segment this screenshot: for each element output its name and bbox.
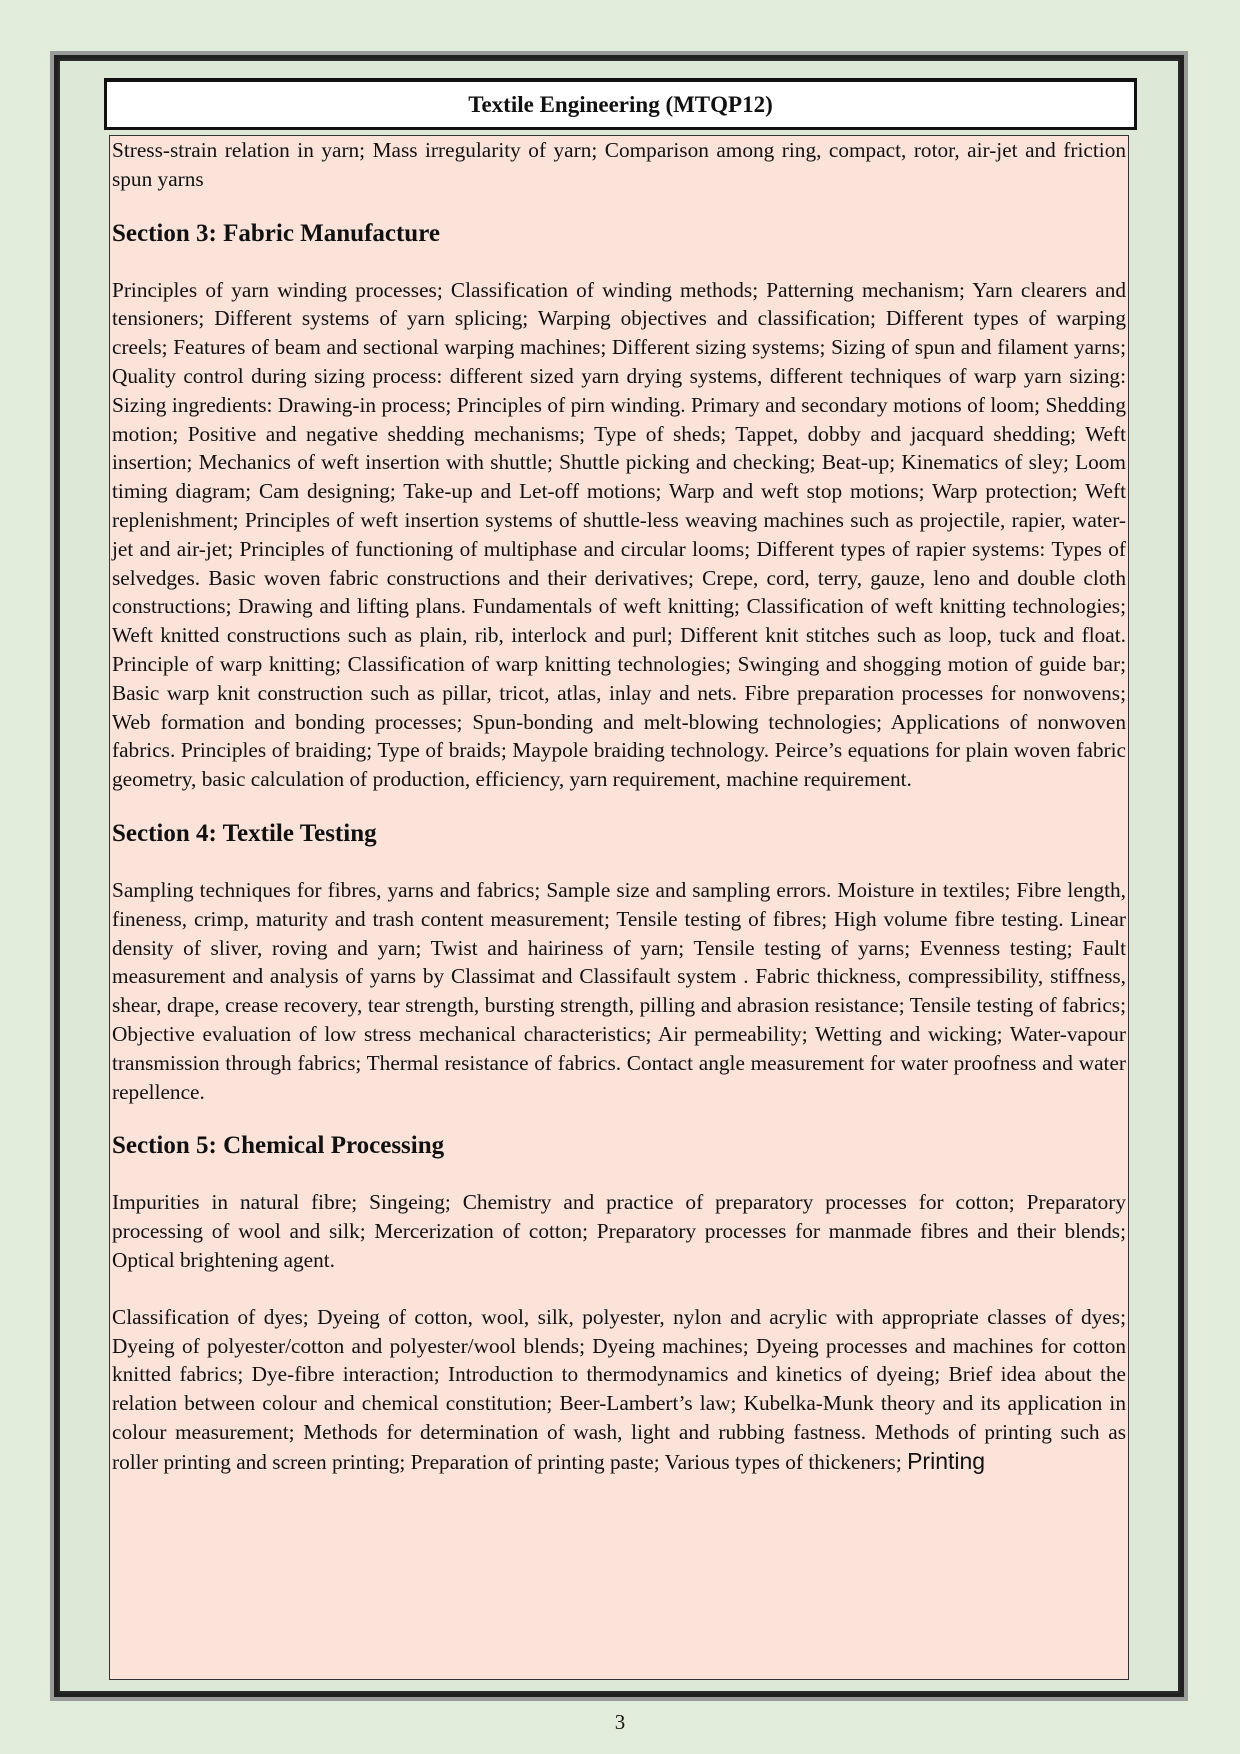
- section-5-paragraph-2: [112, 1303, 1126, 1477]
- section-5-paragraph-2-text: Classification of dyes; Dyeing of cotton, wool, silk, polyester, nylon and acrylic with appropriate classes of dyes; Dyeing of polyester/cotton and polyester/wool blends; Dyeing machines; Dyeing processes and machines for cotton knitted fabrics; Dye-fibre interaction; Introduction to thermodynamics and kinetics of dyeing; Brief idea about the relation between colour and chemical constitution; Beer-Lambert’s law; Kubelka-Munk theory and its application in colour measurement; Methods for determination of wash, light and rubbing fastness. Methods of printing such as roller printing and screen printing; Preparation of printing paste; Various types of thickeners;: [112, 1304, 1126, 1474]
- syllabus-content: [109, 135, 1129, 1680]
- page-number: 3: [614, 1710, 626, 1734]
- document-title: Textile Engineering (MTQP12): [468, 91, 773, 117]
- section-5-paragraph-2-tail: Printing: [907, 1447, 986, 1474]
- section-4-paragraph: Sampling techniques for fibres, yarns and fabrics; Sample size and sampling errors. Moisture in textiles; Fibre length, fineness, crimp, maturity and trash content measurement; Tensile testing of fibres; High volume fibre testing. Linear density of sliver, roving and yarn; Twist and hairiness of yarn; Tensile testing of yarns; Evenness testing; Fault measurement and analysis of yarns by Classimat and Classifault system . Fabric thickness, compressibility, stiffness, shear, drape, crease recovery, tear strength, bursting strength, pilling and abrasion resistance; Tensile testing of fabrics; Objective evaluation of low stress mechanical characteristics; Air permeability; Wetting and wicking; Water-vapour transmission through fabrics; Thermal resistance of fabrics. Contact angle measurement for water proofness and water repellence.: [112, 877, 1126, 1104]
- section-5-paragraph-1: Impurities in natural fibre; Singeing; Chemistry and practice of preparatory processes for cotton; Preparatory processing of wool and silk; Mercerization of cotton; Preparatory processes for manmade fibres and their blends; Optical brightening agent.: [112, 1190, 1126, 1272]
- intro-paragraph: Stress-strain relation in yarn; Mass irregularity of yarn; Comparison among ring, compact, rotor, air-jet and friction spun yarns: [112, 138, 1126, 191]
- section-3-paragraph: Principles of yarn winding processes; Classification of winding methods; Patterning mechanism; Yarn clearers and tensioners; Different systems of yarn splicing; Warping objectives and classification; Different types of warping creels; Features of beam and sectional warping machines; Different sizing systems; Sizing of spun and filament yarns; Quality control during sizing process: different sized yarn drying systems, different techniques of warp yarn sizing: Sizing ingredients: Drawing-in process; Principles of pirn winding. Primary and secondary motions of loom; Shedding motion; Positive and negative shedding mechanisms; Type of sheds; Tappet, dobby and jacquard shedding; Weft insertion; Mechanics of weft insertion with shuttle; Shuttle picking and checking; Beat-up; Kinematics of sley; Loom timing diagram; Cam designing; Take-up and Let-off motions; Warp and weft stop motions; Warp protection; Weft replenishment; Principles of weft insertion systems of shuttle-less weaving machines such as projectile, rapier, water-jet and air-jet; Principles of functioning of multiphase and circular looms; Different types of rapier systems: Types of selvedges. Basic woven fabric constructions and their derivatives; Crepe, cord, terry, gauze, leno and double cloth constructions; Drawing and lifting plans. Fundamentals of weft knitting; Classification of weft knitting technologies; Weft knitted constructions such as plain, rib, interlock and purl; Different knit stitches such as loop, tuck and float. Principle of warp knitting; Classification of warp knitting technologies; Swinging and shogging motion of guide bar; Basic warp knit construction such as pillar, tricot, atlas, inlay and nets. Fibre preparation processes for nonwovens; Web formation and bonding processes; Spun-bonding and melt-blowing technologies; Applications of nonwoven fabrics. Principles of braiding; Type of braids; Maypole braiding technology. Peirce’s equations for plain woven fabric geometry, basic calculation of production, efficiency, yarn requirement, machine requirement.: [112, 277, 1126, 792]
- section-5-heading: Section 5: Chemical Processing: [112, 1132, 445, 1160]
- document-title-box: [104, 78, 1137, 130]
- section-4-heading: Section 4: Textile Testing: [112, 819, 377, 847]
- section-3-heading: Section 3: Fabric Manufacture: [112, 219, 440, 247]
